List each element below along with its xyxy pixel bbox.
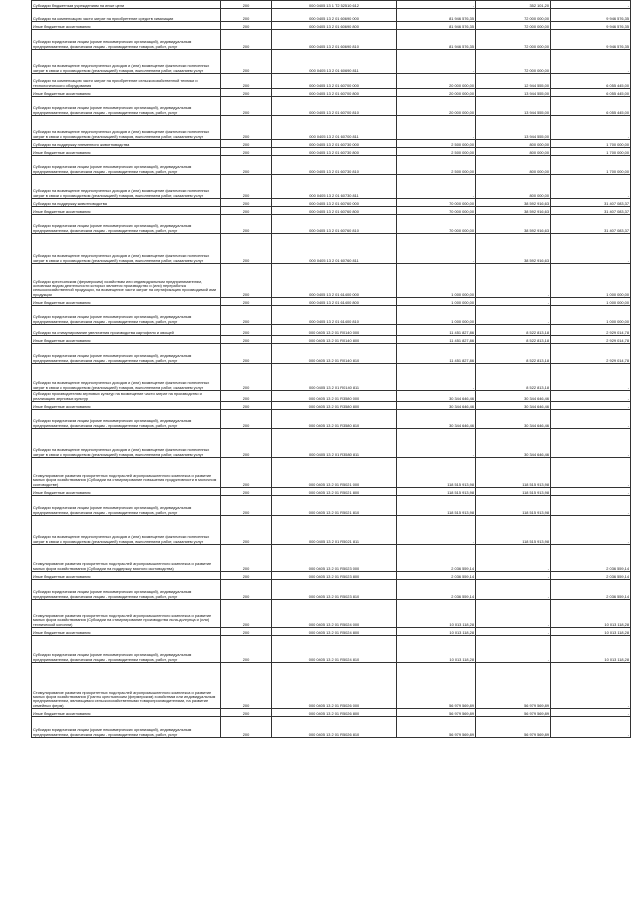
row-approved-cell: 11 451 827,86 bbox=[397, 336, 476, 344]
row-budget-code-cell: 000 0405 13 2 01 60690 810 bbox=[272, 30, 397, 50]
row-name-cell: Иные бюджетные ассигнования bbox=[32, 298, 221, 306]
row-unexecuted-cell: - bbox=[551, 488, 631, 496]
table-row bbox=[32, 636, 631, 663]
row-executed-cell: 38 592 916,63 bbox=[476, 234, 551, 264]
table-row bbox=[32, 156, 631, 175]
row-name-cell: Субсидии юридическим лицам (кроме некоммерческих организаций), индивидуальным предпринимателям, физическим лицам - производителям товаров, работ, услуг bbox=[32, 344, 221, 364]
row-name-cell: Стимулирование развития приоритетных подотраслей агропромышленного комплекса и развитие малых форм хозяйствования (Гранты крестьянским (фермерским) хозяйствам или индивидуальным предпринимателям, являющимся сельскохозяйственными товаропроизводителями, на развитие семейных ферм) bbox=[32, 663, 221, 709]
row-budget-code-cell: 000 0405 13 2 01 61400 810 bbox=[272, 306, 397, 325]
row-line-code-cell: 200 bbox=[221, 140, 272, 148]
row-executed-cell: 30 344 646,46 bbox=[476, 391, 551, 402]
table-row bbox=[32, 336, 631, 344]
row-approved-cell: - bbox=[397, 516, 476, 545]
row-name-cell: Иные бюджетные ассигнования bbox=[32, 336, 221, 344]
row-unexecuted-cell: - bbox=[551, 50, 631, 74]
table-row bbox=[32, 545, 631, 572]
row-unexecuted-cell: 9 946 576,35 bbox=[551, 30, 631, 50]
row-approved-cell: 118 515 913,98 bbox=[397, 496, 476, 516]
table-row bbox=[32, 264, 631, 298]
row-name-cell: Субсидии юридическим лицам (кроме некоммерческих организаций), индивидуальным предпринимателям, физическим лицам - производителям товаров, работ, услуг bbox=[32, 97, 221, 116]
row-budget-code-cell: 000 0405 13 2 01 60730 800 bbox=[272, 148, 397, 156]
row-budget-code-cell: 000 0405 13 2 01 R5023 810 bbox=[272, 580, 397, 600]
row-unexecuted-cell: 1 000 000,00 bbox=[551, 264, 631, 298]
row-executed-cell: - bbox=[476, 580, 551, 600]
row-executed-cell: 30 344 646,46 bbox=[476, 402, 551, 410]
row-line-code-cell: 200 bbox=[221, 97, 272, 116]
row-name-cell: Субсидии юридическим лицам (кроме некоммерческих организаций), индивидуальным предпринимателям, физическим лицам - производителям товаров, работ, услуг bbox=[32, 496, 221, 516]
table-row bbox=[32, 234, 631, 264]
row-unexecuted-cell: 1 700 000,00 bbox=[551, 140, 631, 148]
row-executed-cell: 8 522 813,18 bbox=[476, 325, 551, 336]
row-name-cell: Субсидии юридическим лицам (кроме некоммерческих организаций), индивидуальным предпринимателям, физическим лицам - производителям товаров, работ, услуг bbox=[32, 717, 221, 738]
table-row bbox=[32, 628, 631, 636]
row-budget-code-cell: 000 0405 13 2 01 60690 811 bbox=[272, 50, 397, 74]
row-name-cell: Иные бюджетные ассигнования bbox=[32, 709, 221, 717]
row-approved-cell: 2 500 000,00 bbox=[397, 148, 476, 156]
row-budget-code-cell: 000 0405 13 2 01 R5024 810 bbox=[272, 636, 397, 663]
row-unexecuted-cell: 10 013 118,28 bbox=[551, 628, 631, 636]
table-row bbox=[32, 30, 631, 50]
row-line-code-cell: 200 bbox=[221, 9, 272, 22]
row-line-code-cell: 200 bbox=[221, 175, 272, 199]
row-line-code-cell: 200 bbox=[221, 545, 272, 572]
row-executed-cell: 56 979 569,89 bbox=[476, 663, 551, 709]
row-name-cell: Субсидии юридическим лицам (кроме некоммерческих организаций), индивидуальным предпринимателям, физическим лицам - производителям товаров, работ, услуг bbox=[32, 410, 221, 429]
row-name-cell: Субсидии бюджетным учреждениям на иные цели bbox=[32, 1, 221, 9]
row-budget-code-cell: 000 0405 13 2 01 R3580 811 bbox=[272, 429, 397, 458]
row-budget-code-cell: 000 0405 13 2 01 60730 810 bbox=[272, 156, 397, 175]
budget-table-sheet bbox=[31, 0, 629, 738]
row-approved-cell: - bbox=[397, 429, 476, 458]
table-row bbox=[32, 116, 631, 140]
row-approved-cell: 2 036 559,14 bbox=[397, 580, 476, 600]
row-line-code-cell: 200 bbox=[221, 199, 272, 207]
table-row bbox=[32, 175, 631, 199]
row-executed-cell: 800 000,00 bbox=[476, 156, 551, 175]
row-budget-code-cell: 000 0405 13 2 01 R5024 800 bbox=[272, 628, 397, 636]
row-name-cell: Иные бюджетные ассигнования bbox=[32, 488, 221, 496]
row-executed-cell: 118 515 913,98 bbox=[476, 516, 551, 545]
table-row bbox=[32, 207, 631, 215]
table-row bbox=[32, 516, 631, 545]
row-executed-cell: 56 979 569,89 bbox=[476, 717, 551, 738]
row-line-code-cell: 200 bbox=[221, 402, 272, 410]
table-row bbox=[32, 306, 631, 325]
table-row bbox=[32, 663, 631, 709]
row-executed-cell: 72 000 000,00 bbox=[476, 50, 551, 74]
row-executed-cell: 12 944 555,00 bbox=[476, 74, 551, 89]
row-approved-cell: 118 515 913,98 bbox=[397, 458, 476, 488]
row-approved-cell: - bbox=[397, 175, 476, 199]
table-row bbox=[32, 215, 631, 234]
row-unexecuted-cell: 9 946 576,35 bbox=[551, 22, 631, 30]
row-executed-cell: 72 000 000,00 bbox=[476, 9, 551, 22]
row-unexecuted-cell: 6 055 445,00 bbox=[551, 97, 631, 116]
table-row bbox=[32, 325, 631, 336]
row-approved-cell: 81 946 576,35 bbox=[397, 30, 476, 50]
row-approved-cell: 56 979 569,89 bbox=[397, 663, 476, 709]
row-budget-code-cell: 000 0405 13 2 01 R5024 000 bbox=[272, 600, 397, 628]
table-row bbox=[32, 1, 631, 9]
table-row bbox=[32, 717, 631, 738]
row-approved-cell: - bbox=[397, 50, 476, 74]
table-row bbox=[32, 97, 631, 116]
row-line-code-cell: 200 bbox=[221, 50, 272, 74]
row-budget-code-cell: 000 0405 13 2 01 R5026 800 bbox=[272, 709, 397, 717]
row-executed-cell: 72 000 000,00 bbox=[476, 30, 551, 50]
row-line-code-cell: 200 bbox=[221, 156, 272, 175]
row-line-code-cell: 200 bbox=[221, 336, 272, 344]
row-line-code-cell: 200 bbox=[221, 215, 272, 234]
row-budget-code-cell: 000 0405 13 2 01 R0140 800 bbox=[272, 336, 397, 344]
row-line-code-cell: 200 bbox=[221, 89, 272, 97]
row-unexecuted-cell: - bbox=[551, 709, 631, 717]
row-executed-cell: 72 000 000,00 bbox=[476, 22, 551, 30]
row-approved-cell: 2 500 000,00 bbox=[397, 156, 476, 175]
row-line-code-cell: 200 bbox=[221, 344, 272, 364]
row-name-cell: Стимулирование развития приоритетных подотраслей агропромышленного комплекса и развитие малых форм хозяйствования (Субсидии на стимулирование производства льна-долгунца и (или) технической конопли) bbox=[32, 600, 221, 628]
row-unexecuted-cell: - bbox=[551, 1, 631, 9]
table-row bbox=[32, 364, 631, 391]
row-executed-cell: 800 000,00 bbox=[476, 175, 551, 199]
table-row bbox=[32, 580, 631, 600]
row-approved-cell: 81 946 576,35 bbox=[397, 9, 476, 22]
row-executed-cell: - bbox=[476, 545, 551, 572]
table-row bbox=[32, 199, 631, 207]
row-unexecuted-cell: 1 000 000,00 bbox=[551, 306, 631, 325]
table-row bbox=[32, 600, 631, 628]
row-line-code-cell: 200 bbox=[221, 1, 272, 9]
row-unexecuted-cell: - bbox=[551, 410, 631, 429]
row-budget-code-cell: 000 0405 13 2 01 60760 810 bbox=[272, 215, 397, 234]
row-unexecuted-cell: - bbox=[551, 116, 631, 140]
row-executed-cell: 118 515 913,98 bbox=[476, 458, 551, 488]
row-executed-cell: 30 344 646,46 bbox=[476, 410, 551, 429]
row-budget-code-cell: 000 0405 13 2 01 R5021 800 bbox=[272, 488, 397, 496]
row-budget-code-cell: 000 0405 13 2 01 R5021 000 bbox=[272, 458, 397, 488]
row-budget-code-cell: 000 0405 13 2 01 R3580 000 bbox=[272, 391, 397, 402]
row-approved-cell: 1 000 000,00 bbox=[397, 298, 476, 306]
row-executed-cell: - bbox=[476, 628, 551, 636]
row-executed-cell: 800 000,00 bbox=[476, 140, 551, 148]
row-budget-code-cell: 000 0405 13 2 01 60700 810 bbox=[272, 97, 397, 116]
row-approved-cell: 1 000 000,00 bbox=[397, 264, 476, 298]
row-approved-cell: - bbox=[397, 116, 476, 140]
row-budget-code-cell: 000 0405 13 2 01 R3580 810 bbox=[272, 410, 397, 429]
row-executed-cell: 8 522 813,18 bbox=[476, 336, 551, 344]
row-approved-cell: - bbox=[397, 1, 476, 9]
row-unexecuted-cell: 2 036 559,14 bbox=[551, 580, 631, 600]
row-name-cell: Субсидии на возмещение недополученных доходов и (или) возмещение фактически понесенных затрат в связи с производством (реализацией) товаров, выполнением работ, оказанием услуг bbox=[32, 116, 221, 140]
row-approved-cell: 118 515 913,98 bbox=[397, 488, 476, 496]
row-approved-cell: 81 946 576,35 bbox=[397, 22, 476, 30]
row-approved-cell: 10 013 118,28 bbox=[397, 600, 476, 628]
row-budget-code-cell: 000 0405 13 2 01 R0140 000 bbox=[272, 325, 397, 336]
row-executed-cell: 13 944 555,00 bbox=[476, 116, 551, 140]
row-budget-code-cell: 000 0405 13 2 01 R5021 811 bbox=[272, 516, 397, 545]
table-row bbox=[32, 89, 631, 97]
row-budget-code-cell: 000 0405 13 2 01 R5023 800 bbox=[272, 572, 397, 580]
row-name-cell: Субсидии юридическим лицам (кроме некоммерческих организаций), индивидуальным предпринимателям, физическим лицам - производителям товаров, работ, услуг bbox=[32, 636, 221, 663]
row-name-cell: Иные бюджетные ассигнования bbox=[32, 207, 221, 215]
row-unexecuted-cell: 2 929 014,78 bbox=[551, 344, 631, 364]
row-approved-cell: 20 000 000,00 bbox=[397, 74, 476, 89]
row-unexecuted-cell: - bbox=[551, 234, 631, 264]
row-name-cell: Субсидии на компенсацию части затрат на приобретение средств химизации bbox=[32, 9, 221, 22]
row-line-code-cell: 200 bbox=[221, 306, 272, 325]
row-unexecuted-cell: - bbox=[551, 402, 631, 410]
row-name-cell: Иные бюджетные ассигнования bbox=[32, 89, 221, 97]
row-unexecuted-cell: - bbox=[551, 516, 631, 545]
row-budget-code-cell: 000 0405 13 1 Т2 52510 612 bbox=[272, 1, 397, 9]
table-row bbox=[32, 410, 631, 429]
row-name-cell: Субсидии юридическим лицам (кроме некоммерческих организаций), индивидуальным предпринимателям, физическим лицам - производителям товаров, работ, услуг bbox=[32, 30, 221, 50]
table-row bbox=[32, 402, 631, 410]
row-name-cell: Субсидии крестьянским (фермерским) хозяйствам или индивидуальным предпринимателям, основным видом деятельности которых является производство и (или) переработка сельскохозяйственной продукции, на возмещение части затрат на сертификацию производимой ими продукции bbox=[32, 264, 221, 298]
row-approved-cell: 30 344 646,46 bbox=[397, 402, 476, 410]
row-approved-cell: 20 000 000,00 bbox=[397, 97, 476, 116]
row-executed-cell: 56 979 569,89 bbox=[476, 709, 551, 717]
row-name-cell: Иные бюджетные ассигнования bbox=[32, 402, 221, 410]
row-name-cell: Субсидии на возмещение недополученных доходов и (или) возмещение фактически понесенных затрат в связи с производством (реализацией) товаров, выполнением работ, оказанием услуг bbox=[32, 364, 221, 391]
row-unexecuted-cell: 31 407 083,37 bbox=[551, 215, 631, 234]
row-budget-code-cell: 000 0405 13 2 01 61400 000 bbox=[272, 264, 397, 298]
row-executed-cell: - bbox=[476, 636, 551, 663]
row-unexecuted-cell: 10 013 118,28 bbox=[551, 636, 631, 663]
row-executed-cell: - bbox=[476, 600, 551, 628]
row-approved-cell: 70 000 000,00 bbox=[397, 215, 476, 234]
row-unexecuted-cell: 2 036 559,14 bbox=[551, 545, 631, 572]
row-budget-code-cell: 000 0405 13 2 01 R0140 811 bbox=[272, 364, 397, 391]
row-executed-cell: 38 592 916,63 bbox=[476, 215, 551, 234]
row-executed-cell: 118 515 913,98 bbox=[476, 496, 551, 516]
row-approved-cell: 11 451 827,86 bbox=[397, 344, 476, 364]
row-approved-cell: 2 036 559,14 bbox=[397, 572, 476, 580]
row-unexecuted-cell: - bbox=[551, 458, 631, 488]
table-row bbox=[32, 709, 631, 717]
row-unexecuted-cell: 31 407 083,37 bbox=[551, 207, 631, 215]
row-executed-cell: 38 592 916,63 bbox=[476, 207, 551, 215]
row-executed-cell: 38 592 916,63 bbox=[476, 199, 551, 207]
row-approved-cell: 1 000 000,00 bbox=[397, 306, 476, 325]
row-executed-cell: 800 000,00 bbox=[476, 148, 551, 156]
row-line-code-cell: 200 bbox=[221, 663, 272, 709]
row-budget-code-cell: 000 0405 13 2 01 R3580 800 bbox=[272, 402, 397, 410]
row-line-code-cell: 200 bbox=[221, 391, 272, 402]
row-executed-cell: 8 522 813,18 bbox=[476, 344, 551, 364]
row-name-cell: Субсидии на возмещение недополученных доходов и (или) возмещение фактически понесенных затрат в связи с производством (реализацией) товаров, выполнением работ, оказанием услуг bbox=[32, 516, 221, 545]
row-budget-code-cell: 000 0405 13 2 01 R5026 810 bbox=[272, 717, 397, 738]
table-row bbox=[32, 391, 631, 402]
row-unexecuted-cell: 2 929 014,78 bbox=[551, 325, 631, 336]
row-budget-code-cell: 000 0405 13 2 01 R0140 810 bbox=[272, 344, 397, 364]
row-line-code-cell: 200 bbox=[221, 636, 272, 663]
row-name-cell: Иные бюджетные ассигнования bbox=[32, 22, 221, 30]
row-executed-cell: 8 522 813,18 bbox=[476, 364, 551, 391]
row-approved-cell: 30 344 646,46 bbox=[397, 410, 476, 429]
table-row bbox=[32, 496, 631, 516]
row-executed-cell: - bbox=[476, 306, 551, 325]
row-name-cell: Субсидии на поддержку племенного животноводства bbox=[32, 140, 221, 148]
row-executed-cell: 13 944 555,00 bbox=[476, 97, 551, 116]
table-row bbox=[32, 22, 631, 30]
row-name-cell: Субсидии на возмещение недополученных доходов и (или) возмещение фактически понесенных затрат в связи с производством (реализацией) товаров, выполнением работ, оказанием услуг bbox=[32, 234, 221, 264]
row-unexecuted-cell: 2 929 014,78 bbox=[551, 336, 631, 344]
row-line-code-cell: 200 bbox=[221, 600, 272, 628]
row-approved-cell: 56 979 569,89 bbox=[397, 717, 476, 738]
row-name-cell: Субсидии на стимулирование увеличения производства картофеля и овощей bbox=[32, 325, 221, 336]
row-line-code-cell: 200 bbox=[221, 207, 272, 215]
row-line-code-cell: 200 bbox=[221, 572, 272, 580]
row-line-code-cell: 200 bbox=[221, 74, 272, 89]
row-line-code-cell: 200 bbox=[221, 458, 272, 488]
row-budget-code-cell: 000 0405 13 2 01 60730 811 bbox=[272, 175, 397, 199]
table-row bbox=[32, 488, 631, 496]
row-executed-cell: 352 101,20 bbox=[476, 1, 551, 9]
row-approved-cell: 10 013 118,28 bbox=[397, 628, 476, 636]
row-unexecuted-cell: - bbox=[551, 391, 631, 402]
row-name-cell: Субсидии юридическим лицам (кроме некоммерческих организаций), индивидуальным предпринимателям, физическим лицам - производителям товаров, работ, услуг bbox=[32, 580, 221, 600]
row-executed-cell: - bbox=[476, 298, 551, 306]
row-line-code-cell: 200 bbox=[221, 516, 272, 545]
row-unexecuted-cell: 6 055 445,00 bbox=[551, 74, 631, 89]
row-unexecuted-cell: 1 000 000,00 bbox=[551, 298, 631, 306]
row-unexecuted-cell: 1 700 000,00 bbox=[551, 156, 631, 175]
row-name-cell: Стимулирование развития приоритетных подотраслей агропромышленного комплекса и развитие малых форм хозяйствования (Субсидии на стимулирование повышения продуктивности в молочном скотоводстве) bbox=[32, 458, 221, 488]
row-name-cell: Субсидии юридическим лицам (кроме некоммерческих организаций), индивидуальным предпринимателям, физическим лицам - производителям товаров, работ, услуг bbox=[32, 156, 221, 175]
row-budget-code-cell: 000 0405 13 2 01 60760 800 bbox=[272, 207, 397, 215]
row-line-code-cell: 200 bbox=[221, 488, 272, 496]
row-name-cell: Иные бюджетные ассигнования bbox=[32, 148, 221, 156]
table-row bbox=[32, 572, 631, 580]
row-budget-code-cell: 000 0405 13 2 01 R5026 000 bbox=[272, 663, 397, 709]
row-line-code-cell: 200 bbox=[221, 22, 272, 30]
table-body bbox=[32, 1, 631, 738]
row-unexecuted-cell: 1 700 000,00 bbox=[551, 148, 631, 156]
table-row bbox=[32, 50, 631, 74]
row-approved-cell: - bbox=[397, 234, 476, 264]
row-line-code-cell: 200 bbox=[221, 717, 272, 738]
row-unexecuted-cell: - bbox=[551, 663, 631, 709]
row-name-cell: Субсидии на возмещение недополученных доходов и (или) возмещение фактически понесенных затрат в связи с производством (реализацией) товаров, выполнением работ, оказанием услуг bbox=[32, 175, 221, 199]
row-budget-code-cell: 000 0405 13 2 01 R5023 000 bbox=[272, 545, 397, 572]
row-line-code-cell: 200 bbox=[221, 325, 272, 336]
row-budget-code-cell: 000 0405 13 2 01 61400 800 bbox=[272, 298, 397, 306]
row-unexecuted-cell: 10 013 118,28 bbox=[551, 600, 631, 628]
row-unexecuted-cell: - bbox=[551, 717, 631, 738]
row-line-code-cell: 200 bbox=[221, 298, 272, 306]
row-budget-code-cell: 000 0405 13 2 01 60730 000 bbox=[272, 140, 397, 148]
table-row bbox=[32, 298, 631, 306]
row-executed-cell: - bbox=[476, 264, 551, 298]
row-line-code-cell: 200 bbox=[221, 234, 272, 264]
row-name-cell: Стимулирование развития приоритетных подотраслей агропромышленного комплекса и развитие малых форм хозяйствования (Субсидии на поддержку мясного скотоводства) bbox=[32, 545, 221, 572]
row-line-code-cell: 200 bbox=[221, 116, 272, 140]
table-row bbox=[32, 74, 631, 89]
row-unexecuted-cell: 6 055 445,00 bbox=[551, 89, 631, 97]
row-budget-code-cell: 000 0405 13 2 01 R5021 810 bbox=[272, 496, 397, 516]
row-executed-cell: 118 515 913,98 bbox=[476, 488, 551, 496]
row-unexecuted-cell: 9 946 576,35 bbox=[551, 9, 631, 22]
table-row bbox=[32, 140, 631, 148]
row-budget-code-cell: 000 0405 13 2 01 60700 000 bbox=[272, 74, 397, 89]
row-budget-code-cell: 000 0405 13 2 01 60760 000 bbox=[272, 199, 397, 207]
row-line-code-cell: 200 bbox=[221, 429, 272, 458]
table-row bbox=[32, 458, 631, 488]
row-unexecuted-cell: - bbox=[551, 496, 631, 516]
row-budget-code-cell: 000 0405 13 2 01 60690 000 bbox=[272, 9, 397, 22]
row-budget-code-cell: 000 0405 13 2 01 60700 811 bbox=[272, 116, 397, 140]
row-line-code-cell: 200 bbox=[221, 148, 272, 156]
row-name-cell: Субсидии юридическим лицам (кроме некоммерческих организаций), индивидуальным предпринимателям, физическим лицам - производителям товаров, работ, услуг bbox=[32, 306, 221, 325]
row-executed-cell: - bbox=[476, 572, 551, 580]
row-budget-code-cell: 000 0405 13 2 01 60760 811 bbox=[272, 234, 397, 264]
row-name-cell: Субсидии на поддержку животноводства bbox=[32, 199, 221, 207]
row-approved-cell: 56 979 569,89 bbox=[397, 709, 476, 717]
row-name-cell: Субсидии производителям зерновых культур на возмещение части затрат на производство и реализацию зерновых культур bbox=[32, 391, 221, 402]
row-approved-cell: 70 000 000,00 bbox=[397, 199, 476, 207]
row-unexecuted-cell: - bbox=[551, 364, 631, 391]
row-unexecuted-cell: 31 407 083,37 bbox=[551, 199, 631, 207]
row-approved-cell: 30 344 646,46 bbox=[397, 391, 476, 402]
row-approved-cell: 2 500 000,00 bbox=[397, 140, 476, 148]
row-approved-cell: 70 000 000,00 bbox=[397, 207, 476, 215]
row-approved-cell: 20 000 000,00 bbox=[397, 89, 476, 97]
row-approved-cell: - bbox=[397, 364, 476, 391]
row-line-code-cell: 200 bbox=[221, 410, 272, 429]
row-executed-cell: 30 344 646,46 bbox=[476, 429, 551, 458]
table-row bbox=[32, 344, 631, 364]
table-row bbox=[32, 429, 631, 458]
row-name-cell: Иные бюджетные ассигнования bbox=[32, 572, 221, 580]
row-name-cell: Иные бюджетные ассигнования bbox=[32, 628, 221, 636]
row-approved-cell: 11 451 827,86 bbox=[397, 325, 476, 336]
row-name-cell: Субсидии на возмещение недополученных доходов и (или) возмещение фактически понесенных затрат в связи с производством (реализацией) товаров, выполнением работ, оказанием услуг bbox=[32, 429, 221, 458]
row-approved-cell: 2 036 559,14 bbox=[397, 545, 476, 572]
row-line-code-cell: 200 bbox=[221, 364, 272, 391]
table-row bbox=[32, 148, 631, 156]
row-line-code-cell: 200 bbox=[221, 628, 272, 636]
row-unexecuted-cell: - bbox=[551, 175, 631, 199]
row-name-cell: Субсидии на компенсацию части затрат на приобретение сельскохозяйственной техники и технологического оборудования bbox=[32, 74, 221, 89]
row-line-code-cell: 200 bbox=[221, 580, 272, 600]
row-unexecuted-cell: 2 036 559,14 bbox=[551, 572, 631, 580]
row-budget-code-cell: 000 0405 13 2 01 60700 800 bbox=[272, 89, 397, 97]
row-approved-cell: 10 013 118,28 bbox=[397, 636, 476, 663]
row-line-code-cell: 200 bbox=[221, 264, 272, 298]
row-line-code-cell: 200 bbox=[221, 709, 272, 717]
budget-execution-table bbox=[31, 0, 631, 738]
row-name-cell: Субсидии юридическим лицам (кроме некоммерческих организаций), индивидуальным предпринимателям, физическим лицам - производителям товаров, работ, услуг bbox=[32, 215, 221, 234]
row-unexecuted-cell: - bbox=[551, 429, 631, 458]
row-name-cell: Субсидии на возмещение недополученных доходов и (или) возмещение фактически понесенных затрат в связи с производством (реализацией) товаров, выполнением работ, оказанием услуг bbox=[32, 50, 221, 74]
row-line-code-cell: 200 bbox=[221, 496, 272, 516]
table-row bbox=[32, 9, 631, 22]
row-line-code-cell: 200 bbox=[221, 30, 272, 50]
row-budget-code-cell: 000 0405 13 2 01 60690 800 bbox=[272, 22, 397, 30]
row-executed-cell: 13 944 555,00 bbox=[476, 89, 551, 97]
